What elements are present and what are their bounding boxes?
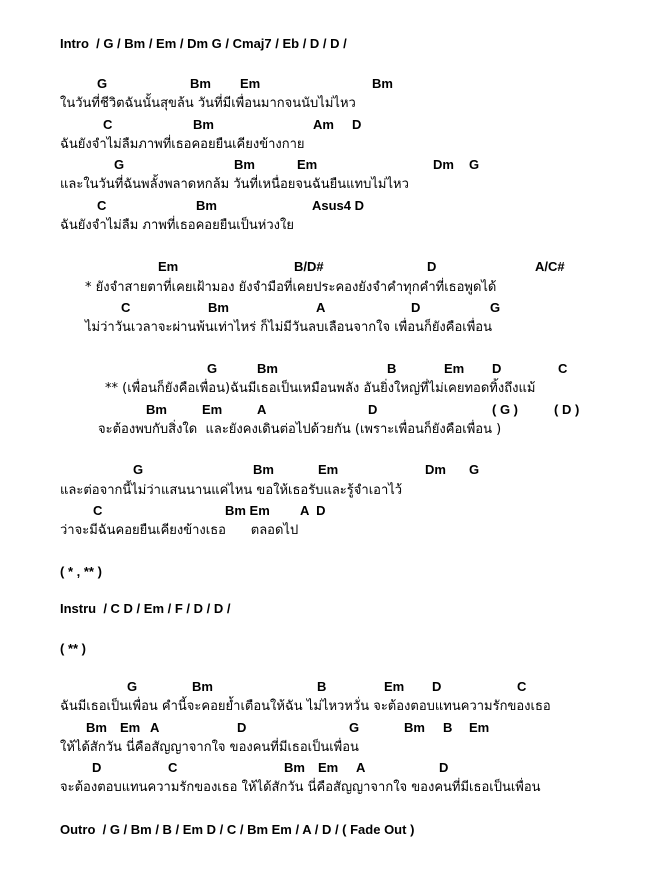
chord: A <box>150 720 160 735</box>
chord: Em <box>120 720 141 735</box>
chord: Bm <box>284 760 305 775</box>
chord: Bm <box>192 679 213 694</box>
chord: Bm Em <box>225 503 270 518</box>
lyric-line: และในวันที่ฉันพลั้งพลาดหกล้ม วันที่เหนื่อยจนฉันยืนแทบไม่ไหว <box>60 177 409 192</box>
lyric-line: ว่าจะมีฉันคอยยืนเคียงข้างเธอ ตลอดไป <box>60 523 299 538</box>
lyric-line: จะต้องตอบแทนความรักของเธอ ให้ได้สักวัน นี่คือสัญญาจากใจ ของคนที่มีเธอเป็นเพื่อน <box>60 780 541 795</box>
lyric-line: ไม่ว่าวันเวลาจะผ่านพ้นเท่าไหร่ ก็ไม่มีวันลบเลือนจากใจ เพื่อนก็ยังคือเพื่อน <box>85 320 492 335</box>
chord: G <box>97 76 108 91</box>
chord: Bm <box>190 76 211 91</box>
chord: ( D ) <box>554 402 580 417</box>
chord: C <box>168 760 178 775</box>
chord: D <box>92 760 102 775</box>
chord: G <box>490 300 501 315</box>
chord: Bm <box>253 462 274 477</box>
chord: D <box>492 361 502 376</box>
chord: D <box>411 300 421 315</box>
lyric-line: * ยังจำสายตาที่เคยเฝ้ามอง ยังจำมือที่เคยประคองยังจำคำทุกคำที่เธอพูดได้ <box>85 280 497 295</box>
chord: Bm <box>86 720 107 735</box>
chord: C <box>97 198 107 213</box>
chord: G <box>469 462 480 477</box>
chord: G <box>349 720 360 735</box>
chord: Bm <box>404 720 425 735</box>
chord: B <box>387 361 397 376</box>
lyric-line: ฉันยังจำไม่ลืม ภาพที่เธอคอยยืนเป็นห่วงใย <box>60 218 294 233</box>
chord: Am <box>313 117 334 132</box>
chord: Em <box>202 402 223 417</box>
chord: C <box>103 117 113 132</box>
chord: Bm <box>257 361 278 376</box>
lyric-line: จะต้องพบกับสิ่งใด และยังคงเดินต่อไปด้วยกัน (เพราะเพื่อนก็ยังคือเพื่อน ) <box>98 422 502 437</box>
instru-line: Instru / C D / Em / F / D / D / <box>60 601 231 616</box>
chord: Bm <box>146 402 167 417</box>
chord: Em <box>384 679 405 694</box>
lyric-line: ฉันมีเธอเป็นเพื่อน คำนี้จะคอยย้ำเตือนให้ฉัน ไม่ไหวหวั่น จะต้องตอบแทนความรักของเธอ <box>60 699 551 714</box>
chord: A <box>356 760 366 775</box>
chord: G <box>469 157 480 172</box>
chord: B <box>317 679 327 694</box>
chord: C <box>517 679 527 694</box>
repeat-marker: ( * , ** ) <box>60 564 102 579</box>
chord: Asus4 D <box>312 198 365 213</box>
chord: B/D# <box>294 259 324 274</box>
chord: Bm <box>193 117 214 132</box>
chord: B <box>443 720 453 735</box>
outro-line: Outro / G / Bm / B / Em D / C / Bm Em / A / D / ( Fade Out ) <box>60 822 415 837</box>
lyric-line: ให้ได้สักวัน นี่คือสัญญาจากใจ ของคนที่มีเธอเป็นเพื่อน <box>60 740 359 755</box>
repeat-marker: ( ** ) <box>60 641 86 656</box>
chord: G <box>114 157 125 172</box>
chord: G <box>207 361 218 376</box>
chord: G <box>127 679 138 694</box>
intro-line: Intro / G / Bm / Em / Dm G / Cmaj7 / Eb / D / D / <box>60 36 347 51</box>
chord: Dm <box>433 157 454 172</box>
chord: C <box>121 300 131 315</box>
chord: D <box>237 720 247 735</box>
chord: D <box>432 679 442 694</box>
lyric-line: ในวันที่ชีวิตฉันนั้นสุขล้น วันที่มีเพื่อนมากจนนับไม่ไหว <box>60 96 356 111</box>
chord: D <box>368 402 378 417</box>
chord: Bm <box>372 76 393 91</box>
chord: D <box>427 259 437 274</box>
chord: Em <box>444 361 465 376</box>
chord: A/C# <box>535 259 565 274</box>
chord: A <box>257 402 267 417</box>
chord: Em <box>240 76 261 91</box>
lyric-line: ฉันยังจำไม่ลืมภาพที่เธอคอยยืนเคียงข้างกาย <box>60 137 305 152</box>
chord: A <box>316 300 326 315</box>
chord: Em <box>158 259 179 274</box>
chord: C <box>558 361 568 376</box>
chord: Em <box>469 720 490 735</box>
chord: Em <box>318 462 339 477</box>
chord: Em <box>318 760 339 775</box>
chord: G <box>133 462 144 477</box>
chord: A D <box>300 503 326 518</box>
chord: D <box>352 117 362 132</box>
chord: Bm <box>196 198 217 213</box>
chord: Em <box>297 157 318 172</box>
chord: C <box>93 503 103 518</box>
chord: D <box>439 760 449 775</box>
chord: Dm <box>425 462 446 477</box>
lyric-line: และต่อจากนี้ไม่ว่าแสนนานแค่ไหน ขอให้เธอรับและรู้จำเอาไว้ <box>60 483 403 498</box>
chord: Bm <box>234 157 255 172</box>
lyric-line: ** (เพื่อนก็ยังคือเพื่อน)ฉันมีเธอเป็นเหมือนพลัง อันยิ่งใหญ่ที่ไม่เคยทอดทิ้งถึงแม้ <box>105 381 536 396</box>
chord: ( G ) <box>492 402 518 417</box>
chord: Bm <box>208 300 229 315</box>
